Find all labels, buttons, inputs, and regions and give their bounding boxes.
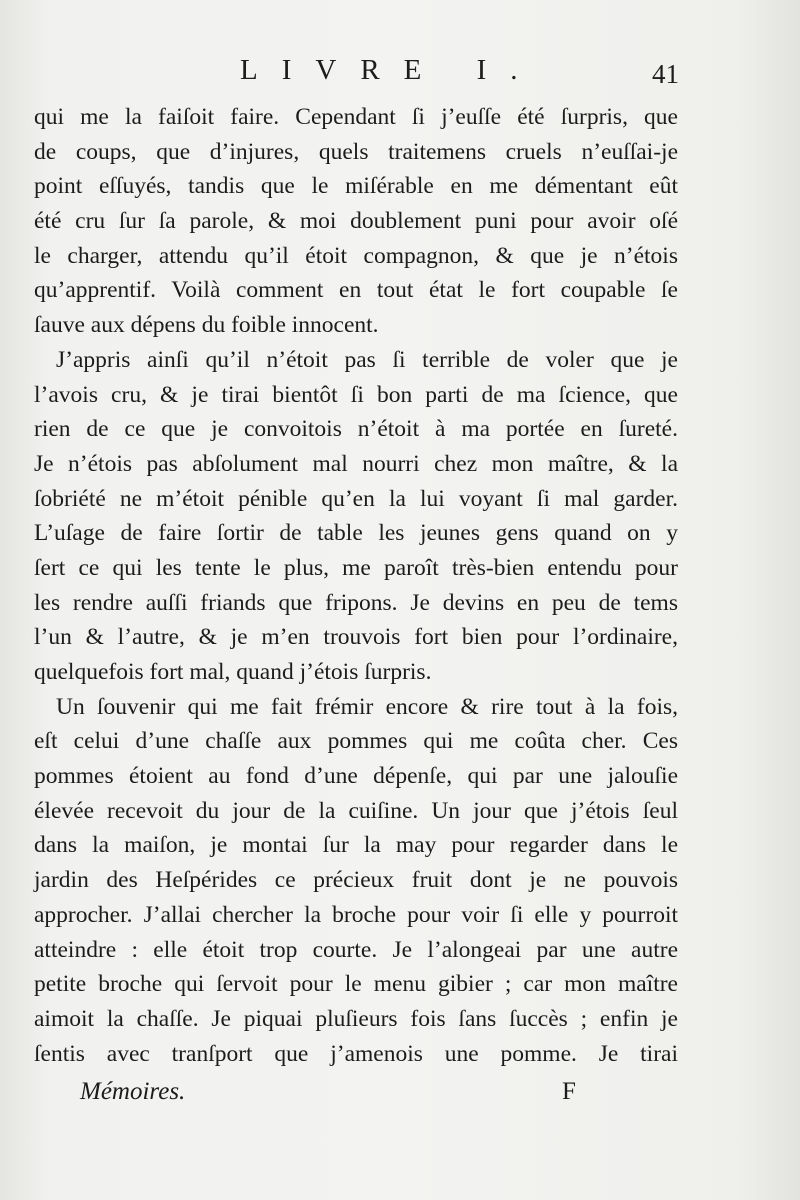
text-line: Je n’étois pas abſolument mal nourri chez mon maître, & la: [34, 450, 678, 477]
text-line: le charger, attendu qu’il étoit compagnon, & que je n’étois: [34, 242, 678, 269]
text-line: Un ſouvenir qui me fait frémir encore & rire tout à la fois,: [56, 693, 678, 720]
running-head-title: LIVRE I.: [240, 54, 542, 86]
signature-mark: Mémoires.: [80, 1078, 186, 1105]
text-line: l’avois cru, & je tirai bientôt ſi bon parti de ma ſcience, que: [34, 381, 678, 408]
text-line: point eſſuyés, tandis que le miſérable en me démentant eût: [34, 173, 678, 200]
text-line: aimoit la chaſſe. Je piquai pluſieurs fois ſans ſuccès ; enfin je: [34, 1005, 678, 1032]
page-footer: [0, 1074, 800, 1114]
text-line: L’uſage de faire ſortir de table les jeunes gens quand on y: [34, 520, 678, 547]
text-line: atteindre : elle étoit trop courte. Je l’alongeai par une autre: [34, 936, 678, 963]
text-line: dans la maiſon, je montai ſur la may pour regarder dans le: [34, 832, 678, 859]
body-text: [34, 100, 678, 1071]
text-line: de coups, que d’injures, quels traitemens cruels n’euſſai-je: [34, 138, 678, 165]
text-line: quelquefois fort mal, quand j’étois ſurpris.: [34, 659, 432, 685]
text-line: eſt celui d’une chaſſe aux pommes qui me coûta cher. Ces: [34, 728, 678, 755]
text-line: qu’apprentif. Voilà comment en tout état le fort coupable ſe: [34, 277, 678, 304]
text-line: élevée recevoit du jour de la cuiſine. Un jour que j’étois ſeul: [34, 797, 678, 824]
text-line: ſentis avec tranſport que j’amenois une pomme. Je tirai: [34, 1040, 678, 1067]
page-number: 41: [652, 59, 679, 89]
text-line: les rendre auſſi friands que fripons. Je devins en peu de tems: [34, 589, 678, 616]
text-line: J’appris ainſi qu’il n’étoit pas ſi terrible de voler que je: [56, 346, 678, 373]
text-line: rien de ce que je convoitois n’étoit à ma portée en ſureté.: [34, 416, 678, 443]
text-line: qui me la faiſoit faire. Cependant ſi j’euſſe été ſurpris, que: [34, 104, 678, 130]
text-line: jardin des Heſpérides ce précieux fruit dont je ne pouvois: [34, 867, 678, 894]
text-line: ſert ce qui les tente le plus, me paroît très-bien entendu pour: [34, 554, 678, 581]
text-line: pommes étoient au fond d’une dépenſe, qui par une jalouſie: [34, 763, 678, 790]
text-line: l’un & l’autre, & je m’en trouvois fort bien pour l’ordinaire,: [34, 624, 678, 651]
text-line: approcher. J’allai chercher la broche pour voir ſi elle y pourroit: [34, 901, 678, 928]
text-line: ſauve aux dépens du foible innocent.: [34, 312, 379, 339]
text-line: été cru ſur ſa parole, & moi doublement puni pour avoir oſé: [34, 208, 678, 235]
text-line: ſobriété ne m’étoit pénible qu’en la lui voyant ſi mal garder.: [34, 485, 678, 512]
running-head: [0, 52, 800, 92]
text-line: petite broche qui ſervoit pour le menu gibier ; car mon maître: [34, 971, 678, 998]
sheet-mark: F: [562, 1078, 576, 1105]
